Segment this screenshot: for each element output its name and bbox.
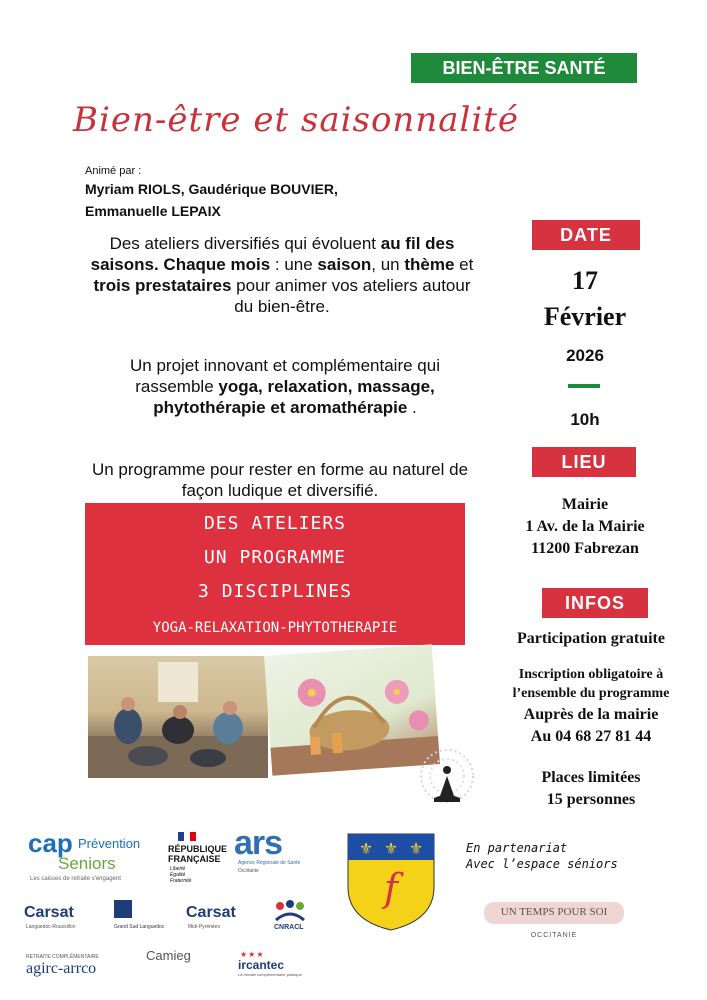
- animators-line2: Emmanuelle LEPAIX: [85, 203, 221, 219]
- infos-phone: Au 04 68 27 81 44: [530, 728, 652, 745]
- agirc-arrco-logo: [26, 954, 122, 978]
- partnership-line2: Avec l’espace séniors: [466, 857, 618, 871]
- ars-logo: [234, 826, 314, 882]
- camieg-word: Camieg: [146, 948, 191, 963]
- flower-basket-photo: [264, 644, 440, 775]
- infos-aupres: [480, 704, 702, 748]
- programme-box: [85, 503, 465, 645]
- box-line-3: 3 DISCIPLINES: [198, 581, 352, 602]
- box-line-1: DES ATELIERS: [203, 513, 347, 534]
- ircantec-logo: [236, 950, 326, 980]
- seniors-logo-word: Seniors: [58, 854, 116, 873]
- intro-text: pour animer vos ateliers autour du bien-être.: [231, 276, 471, 316]
- intro-bold: Chaque mois: [158, 255, 271, 274]
- animators-line1: Myriam RIOLS, Gaudérique BOUVIER,: [85, 181, 338, 197]
- animators: [85, 178, 338, 222]
- msa-logo: [114, 900, 174, 934]
- date-time: 10h: [570, 410, 600, 429]
- msa-icon: [114, 900, 132, 918]
- date-month: Février: [543, 302, 627, 331]
- animated-by-label: Animé par :: [85, 165, 142, 177]
- partnership-line1: En partenariat: [466, 841, 568, 855]
- infos-aupres-line: Auprès de la mairie: [523, 706, 659, 723]
- tps-line1: UN TEMPS POUR SOI: [500, 906, 608, 918]
- infos-participation: Participation gratuite: [517, 630, 665, 647]
- fabrezan-crest-logo: [346, 832, 436, 932]
- box-line-2: UN PROGRAMME: [203, 547, 347, 568]
- infos-inscription: [480, 665, 702, 703]
- date-label: DATE: [532, 220, 640, 250]
- cap-tagline: Les caisses de retraite s'engagent: [30, 876, 121, 882]
- lieu-label: LIEU: [532, 447, 636, 477]
- svg-text:⚜: ⚜: [383, 839, 399, 858]
- cap-logo-word: cap: [28, 828, 73, 858]
- category-tag: BIEN-ÊTRE SANTÉ: [411, 53, 637, 83]
- box-disciplines: YOGA-RELAXATION-PHYTOTHERAPIE: [152, 620, 398, 636]
- intro-text: , un: [371, 255, 405, 274]
- page-title: Bien-être et saisonnalité: [73, 100, 520, 140]
- infos-inscription-line1: Inscription obligatoire à: [518, 667, 664, 682]
- rf-motto2: Égalité: [170, 872, 186, 878]
- ars-region: Occitanie: [238, 868, 259, 874]
- intro-text: Un projet innovant et complémentaire qui rassemble: [130, 356, 440, 396]
- ircantec-word: ircantec: [238, 958, 285, 972]
- svg-text:⚜: ⚜: [408, 839, 424, 858]
- republique-francaise-logo: [168, 832, 232, 892]
- rf-motto1: Liberté: [170, 866, 186, 872]
- lieu-address: [490, 494, 680, 560]
- meditation-icon: [418, 748, 476, 810]
- cnracl-logo: [270, 898, 310, 936]
- ars-sub: Agence Régionale de Santé: [238, 860, 301, 866]
- crest-letter: f: [383, 866, 399, 910]
- date-divider: [568, 384, 600, 388]
- yoga-class-photo: [88, 656, 268, 778]
- intro-text: et: [454, 255, 474, 274]
- infos-label: INFOS: [542, 588, 648, 618]
- carsat-mp-word: Carsat: [186, 904, 236, 921]
- carsat-lr-sub: Languedoc-Roussillon: [26, 924, 76, 930]
- intro-text: Des ateliers diversifiés qui évoluent: [109, 234, 381, 253]
- infos-places: [480, 767, 702, 811]
- rf-line2: FRANÇAISE: [168, 854, 221, 864]
- ars-word: ars: [234, 824, 283, 862]
- cap-prevention-seniors-logo: [28, 828, 158, 884]
- svg-text:⚜: ⚜: [358, 839, 374, 858]
- prevention-logo-word: Prévention: [78, 836, 141, 851]
- intro-text: .: [407, 398, 417, 417]
- date-day: 17: [572, 266, 598, 295]
- rf-motto3: Fraternité: [170, 878, 192, 884]
- partnership-text: [466, 840, 666, 872]
- ircantec-stars: ★★★: [240, 950, 265, 959]
- tps-line2: OCCITANIE: [530, 932, 578, 939]
- carsat-lr-logo: [24, 904, 106, 930]
- intro-bold: trois prestataires: [93, 276, 232, 295]
- intro-bold: yoga, relaxation, massage, phytothérapie et aromathérapie: [153, 377, 435, 417]
- intro-bold: au fil des saisons.: [90, 234, 455, 274]
- intro-bold: saison: [317, 255, 372, 274]
- flag-icon: [178, 832, 196, 841]
- agirc-top: RETRAITE COMPLÉMENTAIRE: [26, 954, 99, 960]
- infos-inscription-line2: l’ensemble du programme: [512, 686, 670, 701]
- intro-paragraph-2: [95, 355, 475, 418]
- agirc-word: agirc-arrco: [26, 960, 97, 977]
- intro-paragraph-1: [82, 233, 482, 317]
- infos-places-line1: Places limitées: [541, 769, 641, 786]
- carsat-mp-sub: Midi-Pyrénées: [188, 924, 220, 930]
- lieu-line2: 1 Av. de la Mairie: [525, 518, 645, 535]
- intro-bold: thème: [404, 255, 455, 274]
- rf-line1: RÉPUBLIQUE: [168, 844, 228, 854]
- un-temps-pour-soi-logo: [484, 894, 624, 946]
- infos-places-line2: 15 personnes: [546, 791, 636, 808]
- intro-text: : une: [270, 255, 318, 274]
- carsat-lr-word: Carsat: [24, 904, 74, 921]
- ircantec-sub: La retraite complémentaire publique: [238, 972, 302, 977]
- carsat-mp-logo: [186, 904, 268, 930]
- intro-paragraph-3: Un programme pour rester en forme au naturel de façon ludique et diversifié.: [91, 460, 469, 500]
- lieu-line1: Mairie: [561, 496, 609, 513]
- camieg-logo: [146, 948, 216, 978]
- cnracl-word: CNRACL: [274, 924, 304, 931]
- msa-sub: Grand Sud Languedoc: [114, 924, 165, 930]
- lieu-line3: 11200 Fabrezan: [531, 540, 639, 557]
- date-year: 2026: [566, 346, 604, 365]
